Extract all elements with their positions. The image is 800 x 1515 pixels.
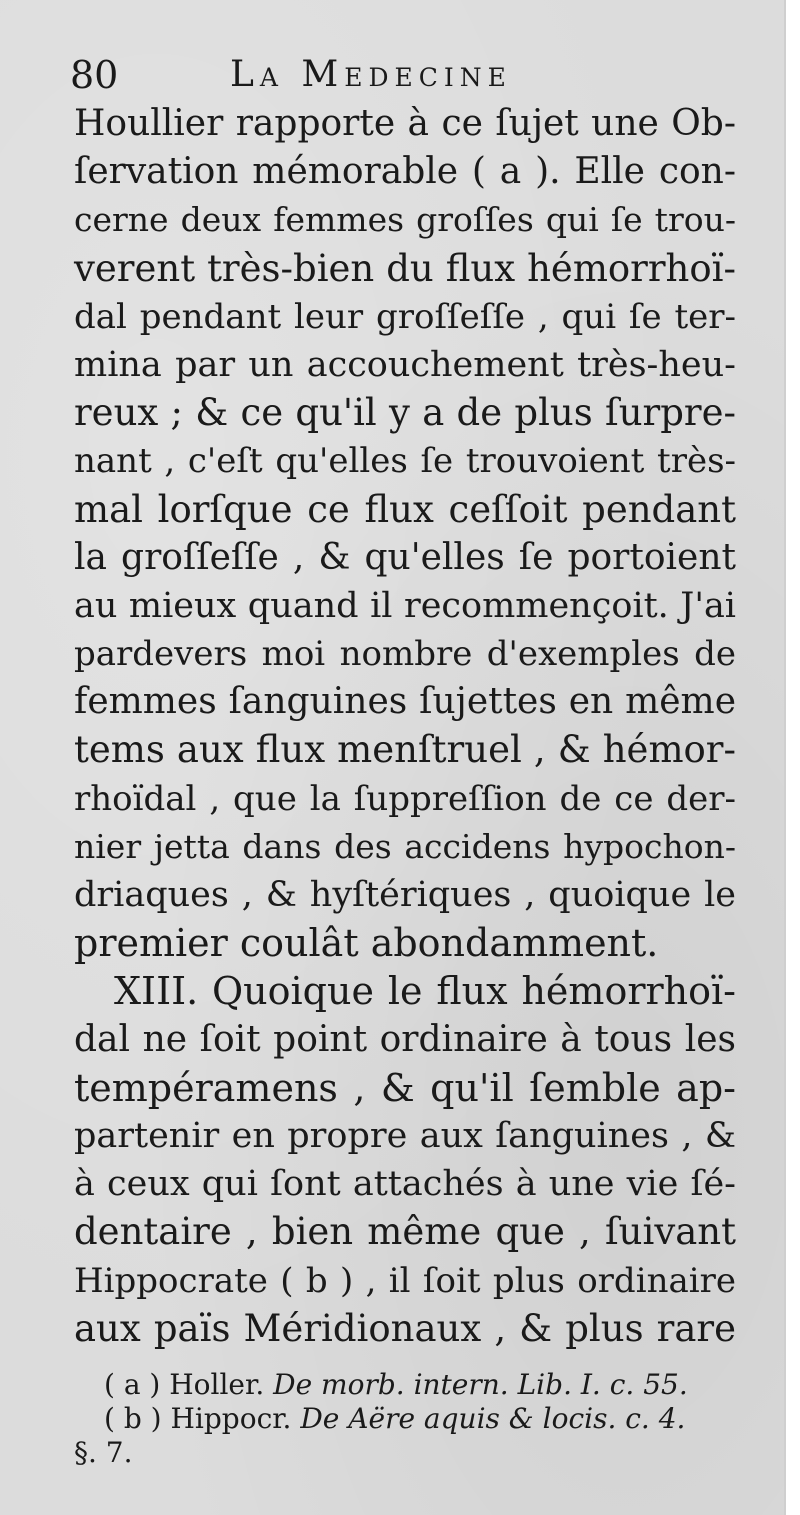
footnotes (74, 1368, 736, 1470)
text-line: verent très-bien du flux hémorrhoï- (74, 246, 736, 290)
page-number: 80 (70, 53, 119, 97)
footnote-a-title: De morb. intern. Lib. I. c. 55. (273, 1368, 688, 1401)
footnote-b-continuation: §. 7. (74, 1436, 133, 1469)
footnote-a-author: Holler. (169, 1368, 265, 1401)
text-line: la groſſeſſe , & qu'elles ſe portoient (74, 536, 736, 578)
body-text (74, 100, 736, 1353)
text-line: mina par un accouchement très-heu- (74, 344, 736, 385)
paragraph-end-line: premier coulât abondamment. (74, 921, 659, 966)
text-line: nier jetta dans des accidens hypochon- (74, 826, 736, 866)
text-line: rhoïdal , que la ſuppreſſion de ce der- (74, 778, 736, 819)
page-margin-edge (786, 0, 800, 1515)
text-line: tempéramens , & qu'il ſemble ap- (74, 1065, 736, 1110)
text-line: tems aux flux menſtruel , & hémor- (74, 728, 736, 772)
page-header (70, 52, 730, 102)
text-line: nant , c'eſt qu'elles ſe trouvoient très- (74, 441, 736, 482)
text-line: dal pendant leur groſſeſſe , qui ſe ter- (74, 296, 736, 337)
footnote-a (74, 1368, 736, 1402)
text-line: à ceux qui ſont attachés à une vie ſé- (74, 1164, 736, 1205)
section-start-line: XIII. Quoique le flux hémorrhoï- (114, 969, 736, 1014)
text-line: ſervation mémorable ( a ). Elle con- (74, 151, 736, 193)
text-line: cerne deux femmes groſſes qui ſe trou- (74, 200, 736, 240)
text-line: driaques , & hyſtériques , quoique le (74, 875, 736, 915)
text-line: reux ; & ce qu'il y a de plus ſurpre- (74, 391, 736, 435)
text-line: Hippocrate ( b ) , il ſoit plus ordinaire (74, 1260, 736, 1301)
text-line: dal ne ſoit point ordinaire à tous les (74, 1018, 736, 1060)
running-head: La Medecine (230, 54, 512, 95)
footnote-b-author: Hippocr. (170, 1402, 292, 1435)
text-line: Houllier rapporte à ce ſujet une Ob- (74, 103, 736, 144)
footnote-b (74, 1402, 736, 1436)
text-line: dentaire , bien même que , ſuivant (74, 1210, 736, 1254)
text-line: femmes ſanguines ſujettes en même (74, 681, 736, 723)
footnote-b-title: De Aëre aquis & locis. c. 4. (300, 1402, 686, 1435)
text-line: au mieux quand il recommençoit. J'ai (74, 585, 736, 626)
text-line: mal lorſque ce flux ceſſoit pendant (74, 487, 736, 531)
footnote-a-marker: ( a ) (104, 1368, 161, 1401)
text-line: pardevers moi nombre d'exemples de (74, 634, 736, 675)
footnote-b-marker: ( b ) (104, 1402, 162, 1435)
text-line: partenir en propre aux ſanguines , & (74, 1115, 736, 1156)
text-line: aux païs Méridionaux , & plus rare (74, 1306, 736, 1350)
